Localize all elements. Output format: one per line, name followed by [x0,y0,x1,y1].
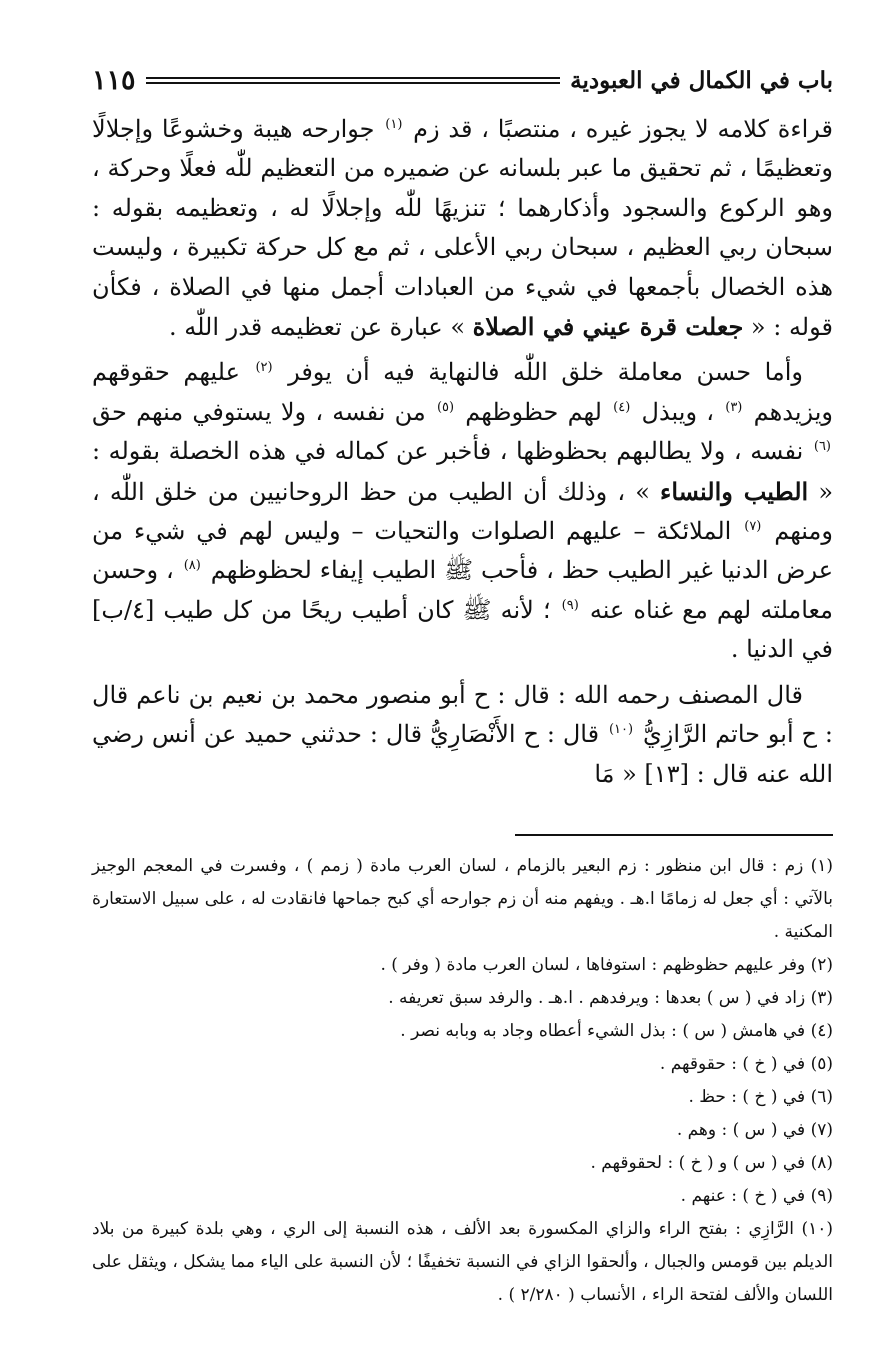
paragraph [92,110,833,347]
footnote-ref: (٢) [255,360,273,376]
footnote-ref: (١٠) [608,722,634,738]
footnote-ref: (٦) [813,439,831,455]
header-rule [146,77,561,84]
footnote: (١٠) الرَّازِي : بفتح الراء والزاي المكسورة بعد الألف ، هذه النسبة إلى الري ، وهي بلدة كبيرة من بلاد الديلم بين قومس والجبال ، وألحقوا الزاي في النسبة تخفيفًا ؛ لأن النسبة على الياء مما يشكل ، ويثقل على اللسان والألف لفتحة الراء ، الأنساب ( ٢/٢٨٠ ) . [92,1218,834,1305]
paragraph [92,353,833,669]
footnote-ref: (٤) [613,399,631,415]
footnote: (٦) في ( خ ) : حظ . [688,1086,833,1107]
paragraph [92,676,833,794]
text-run: » ، وذلك أن الطيب من حظ الروحانيين من خلق اللّٰه ، ومنهم [92,477,833,546]
footnote-ref: (١) [385,117,403,132]
text-run: الملائكة – عليهم الصلوات والتحيات – وليس لهم في شيء من عرض الدنيا غير الطيب حظ ، فأحب ﷺ الطيب إيفاء لحظوظهم [92,517,834,585]
footnote: (٨) في ( س ) و ( خ ) : لحقوقهم . [590,1152,833,1173]
text-run: لهم حظوظهم [456,397,612,426]
page-number: ١١٥ [92,64,136,96]
footnote: (٧) في ( س ) : وهم . [676,1119,833,1140]
footnotes [92,850,833,1312]
text-run: قال المصنف رحمه الله : قال : ح أبو منصور محمد بن نعيم بن ناعم قال : ح أبو حاتم الرَّازِيُّ [92,680,833,749]
text-run: ، وحسن معاملته لهم مع غناه عنه [92,556,833,624]
footnote-ref: (٨) [183,558,201,574]
footnote-ref: (٥) [436,399,455,415]
footnote: (٣) زاد في ( س ) بعدها : ويرفدهم . ا.هـ . والرفد سبق تعريفه . [388,987,833,1008]
footnote-ref: (٩) [561,597,579,613]
hadith-quote: جعلت قرة عيني في الصلاة [472,312,744,342]
text-run: من نفسه ، ولا يستوفي منهم حق [92,397,435,426]
text-run: قراءة كلامه لا يجوز غيره ، منتصبًا ، قد زم [404,115,833,143]
text-run: نفسه ، ولا يطالبهم بحظوظها ، فأخبر عن كماله في هذه الخصلة بقوله : « [92,437,834,506]
text-run: » عبارة عن تعظيمه قدر اللّٰه . [168,313,473,342]
footnote: (٥) في ( خ ) : حقوقهم . [659,1053,833,1074]
running-header [92,60,833,100]
footnote-ref: (٣) [725,399,743,415]
footnote: (٤) في هامش ( س ) : بذل الشيء أعطاه وجاد به وبابه نصر . [400,1020,833,1041]
text-run: ، ويبذل [632,397,724,426]
text-run: قال : ح الأَنْصَارِيُّ قال : حدثني حميد عن أنس رضي الله عنه قال : [١٣] « مَا [92,720,833,788]
footnote-ref: (٧) [744,519,762,535]
footnote: (٢) وفر عليهم حظوظهم : استوفاها ، لسان العرب مادة ( وفر ) . [380,954,833,975]
footnote: (١) زم : قال ابن منظور : زم البعير بالزمام ، لسان العرب مادة ( زمم ) ، وفسرت في المعجم الوجيز بالآتي : أي جعل له زمامًا ا.هـ . ويفهم منه أن زم جوارحه أي كبح جماحها فانقادت له ، على سبيل الاستعارة المكنية . [92,855,833,942]
text-run: عليهم حقوقهم ويزيدهم [92,358,834,426]
hadith-quote: الطيب والنساء [660,476,809,506]
chapter-title: باب في الكمال في العبودية [570,66,833,94]
footnote-separator [515,834,833,836]
footnote: (٩) في ( خ ) : عنهم . [680,1185,833,1206]
text-run: جوارحه هيبة وخشوعًا وإجلالًا وتعظيمًا ، ثم تحقيق ما عبر بلسانه عن ضميره من التعظيم للّٰه فعلًا وحركة ، وهو الركوع والسجود وأذكارهما ؛ تنزيهًا للّٰه وإجلالًا له ، وتعظيمه بقوله : سبحان ربي العظيم ، سبحان ربي الأعلى ، ثم مع كل حركة تكبيرة ، وليست هذه الخصال بأجمعها في شيء من العبادات أجمل منها في الصلاة ، فكأن قوله : « [92,115,833,342]
text-run: ؛ لأنه ﷺ كان أطيب ريحًا من كل طيب [٤/ب] في الدنيا . [92,595,833,664]
main-text [92,110,833,794]
text-run: وأما حسن معاملة خلق اللّٰه فالنهاية فيه أن يوفر [274,358,803,387]
